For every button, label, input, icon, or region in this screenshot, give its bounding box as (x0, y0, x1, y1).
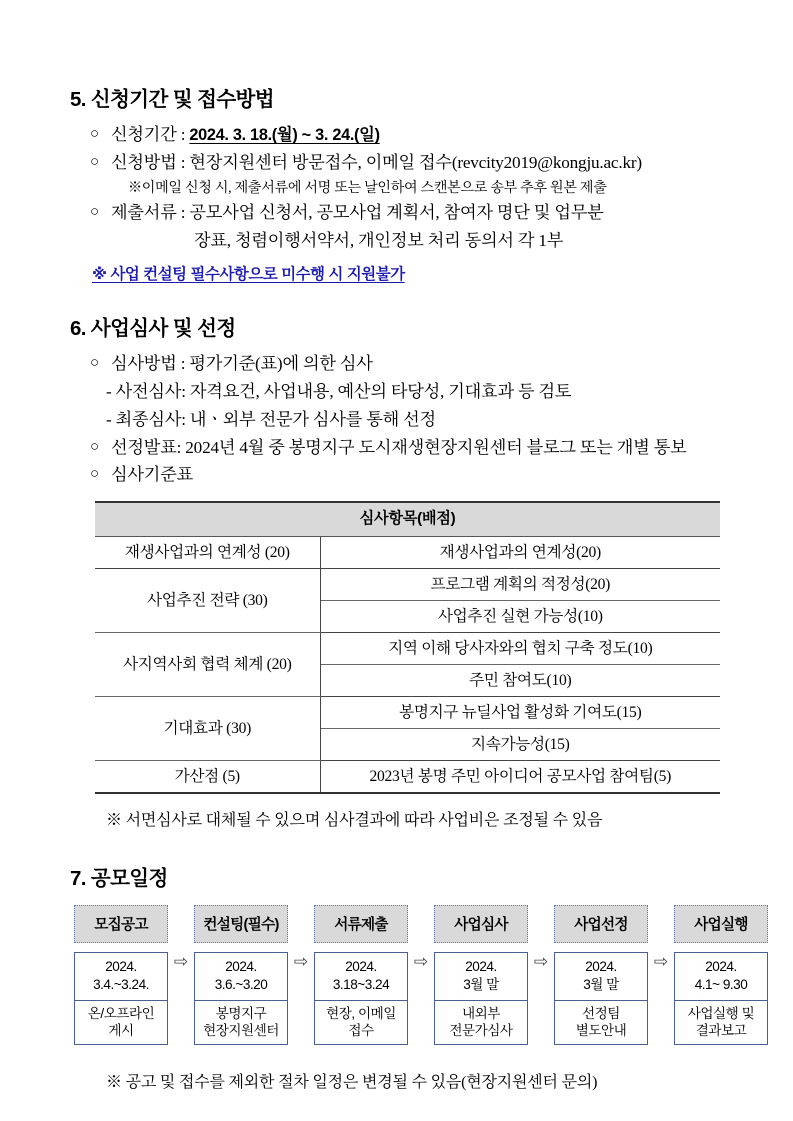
criteria-table-head (95, 502, 720, 536)
timeline-step-date: 2024. 3.18~3.24 (315, 953, 407, 1000)
criteria-header-row (95, 502, 720, 536)
arrow-right-icon: ⇨ (653, 952, 669, 973)
criteria-category-cell: 가산점 (5) (95, 761, 320, 794)
application-period-row (90, 121, 731, 149)
required-documents-row (90, 199, 731, 227)
timeline-step (434, 905, 528, 1045)
section-7-heading (70, 861, 731, 891)
timeline-step-body (194, 952, 288, 1045)
timeline-step (314, 905, 408, 1045)
timeline-step-date: 2024. 3월 말 (555, 953, 647, 1000)
application-period-text (111, 121, 731, 149)
circle-bullet-icon: ○ (90, 126, 99, 142)
timeline-step-title: 사업선정 (554, 905, 648, 943)
timeline-step-desc: 사업실행 및 결과보고 (687, 1005, 755, 1039)
required-documents-line-1: 제출서류 : 공모사업 신청서, 공모사업 계획서, 참여자 명단 및 업무분 (111, 203, 604, 223)
section-6-heading (70, 311, 731, 341)
criteria-category-cell: 기대효과 (30) (95, 697, 320, 761)
timeline-step-desc: 봉명지구 현장지원센터 (203, 1005, 279, 1039)
timeline-step (74, 905, 168, 1045)
section-5-number: 5. (70, 88, 86, 111)
section-6-number: 6. (70, 316, 86, 340)
timeline-step-date: 2024. 4.1~ 9.30 (675, 953, 767, 1000)
required-documents-line-2: 장표, 청렴이행서약서, 개인정보 처리 동의서 각 1부 (194, 231, 564, 251)
section-5-title: 신청기간 및 접수방법 (90, 88, 274, 111)
application-period-label: 신청기간 : (111, 125, 190, 144)
circle-bullet-icon: ○ (90, 354, 99, 371)
timeline-step-title: 사업실행 (674, 905, 768, 943)
arrow-right-icon: ⇨ (173, 952, 189, 973)
section-5-heading (70, 82, 731, 112)
criteria-category-cell: 재생사업과의 연계성 (20) (95, 536, 320, 568)
preliminary-review-text: - 사전심사: 자격요건, 사업내용, 예산의 타당성, 기대효과 등 검토 (106, 381, 572, 401)
circle-bullet-icon: ○ (90, 466, 99, 483)
section-6-title: 사업심사 및 선정 (90, 316, 236, 340)
timeline-step (554, 905, 648, 1045)
criteria-table-label-row (90, 461, 731, 489)
schedule-change-note: ※ 공고 및 접수를 제외한 절차 일정은 변경될 수 있음(현장지원센터 문의) (106, 1073, 598, 1091)
review-method-text: 심사방법 : 평가기준(표)에 의한 심사 (111, 353, 373, 373)
circle-bullet-icon: ○ (90, 204, 99, 221)
application-method-text: 신청방법 : 현장지원센터 방문접수, 이메일 접수(revcity2019@kongju.ac.kr) (111, 152, 642, 172)
timeline-step-desc: 선정팀 별도안내 (575, 1005, 627, 1039)
timeline-step-title: 모집공고 (74, 905, 168, 943)
announcement-row (90, 434, 731, 462)
arrow-right-icon: ⇨ (533, 952, 549, 973)
table-row (95, 568, 720, 600)
schedule-timeline (74, 905, 755, 1045)
review-substitution-note: ※ 서면심사로 대체될 수 있으며 심사결과에 따라 사업비은 조정될 수 있음 (106, 812, 603, 830)
timeline-step-date: 2024. 3.4.~3.24. (75, 953, 167, 1000)
criteria-category-cell: 사지역사회 협력 체계 (20) (95, 632, 320, 696)
timeline-step-title: 컨설팅(필수) (194, 905, 288, 943)
table-row (95, 536, 720, 568)
criteria-category-cell: 사업추진 전략 (30) (95, 568, 320, 632)
circle-bullet-icon: ○ (90, 438, 99, 455)
consulting-warning-wrap (62, 255, 731, 284)
timeline-step (194, 905, 288, 1045)
evaluation-criteria-table (95, 501, 720, 794)
timeline-step-body (74, 952, 168, 1045)
criteria-detail-cell: 주민 참여도(10) (320, 664, 720, 696)
criteria-detail-cell: 프로그램 계획의 적정성(20) (320, 568, 720, 600)
email-submission-note: ※이메일 신청 시, 제출서류에 서명 또는 날인하여 스캔본으로 송부 추후 원본 제출 (128, 179, 607, 196)
criteria-header-cell: 심사항목(배점) (95, 502, 720, 536)
criteria-table-label: 심사기준표 (111, 465, 194, 485)
criteria-detail-cell: 봉명지구 뉴딜사업 활성화 기여도(15) (320, 697, 720, 729)
table-row (95, 697, 720, 729)
criteria-detail-cell: 사업추진 실현 가능성(10) (320, 600, 720, 632)
criteria-detail-cell: 지역 이해 당사자와의 협치 구축 정도(10) (320, 632, 720, 664)
criteria-detail-cell: 2023년 봉명 주민 아이디어 공모사업 참여팀(5) (320, 761, 720, 794)
application-method-row (90, 149, 731, 177)
criteria-table-body (95, 536, 720, 793)
timeline-step-body (434, 952, 528, 1045)
application-period-value: 2024. 3. 18.(월) ~ 3. 24.(일) (189, 126, 380, 144)
timeline-step-body (314, 952, 408, 1045)
table-row (95, 761, 720, 794)
timeline-step (674, 905, 768, 1045)
consulting-warning-text: ※ 사업 컨설팅 필수사항으로 미수행 시 지원불가 (92, 265, 405, 283)
timeline-step-body (674, 952, 768, 1045)
announcement-text: 선정발표: 2024년 4월 중 봉명지구 도시재생현장지원센터 블로그 또는 개별 통보 (111, 437, 687, 457)
timeline-step-desc: 온/오프라인 게시 (87, 1005, 155, 1039)
arrow-right-icon: ⇨ (413, 952, 429, 973)
section-7-title: 공모일정 (90, 867, 168, 891)
review-method-row (90, 350, 731, 378)
table-row (95, 632, 720, 664)
final-review-text: - 최종심사: 내ㆍ외부 전문가 심사를 통해 선정 (106, 409, 436, 429)
criteria-detail-cell: 지속가능성(15) (320, 729, 720, 761)
timeline-step-date: 2024. 3월 말 (435, 953, 527, 1000)
timeline-step-title: 서류제출 (314, 905, 408, 943)
timeline-step-title: 사업심사 (434, 905, 528, 943)
section-7-number: 7. (70, 867, 86, 891)
timeline-step-desc: 내외부 전문가심사 (449, 1005, 513, 1039)
timeline-step-body (554, 952, 648, 1045)
circle-bullet-icon: ○ (90, 153, 99, 170)
timeline-step-desc: 현장, 이메일 접수 (326, 1005, 396, 1039)
arrow-right-icon: ⇨ (293, 952, 309, 973)
criteria-detail-cell: 재생사업과의 연계성(20) (320, 536, 720, 568)
timeline-step-date: 2024. 3.6.~3.20 (195, 953, 287, 1000)
